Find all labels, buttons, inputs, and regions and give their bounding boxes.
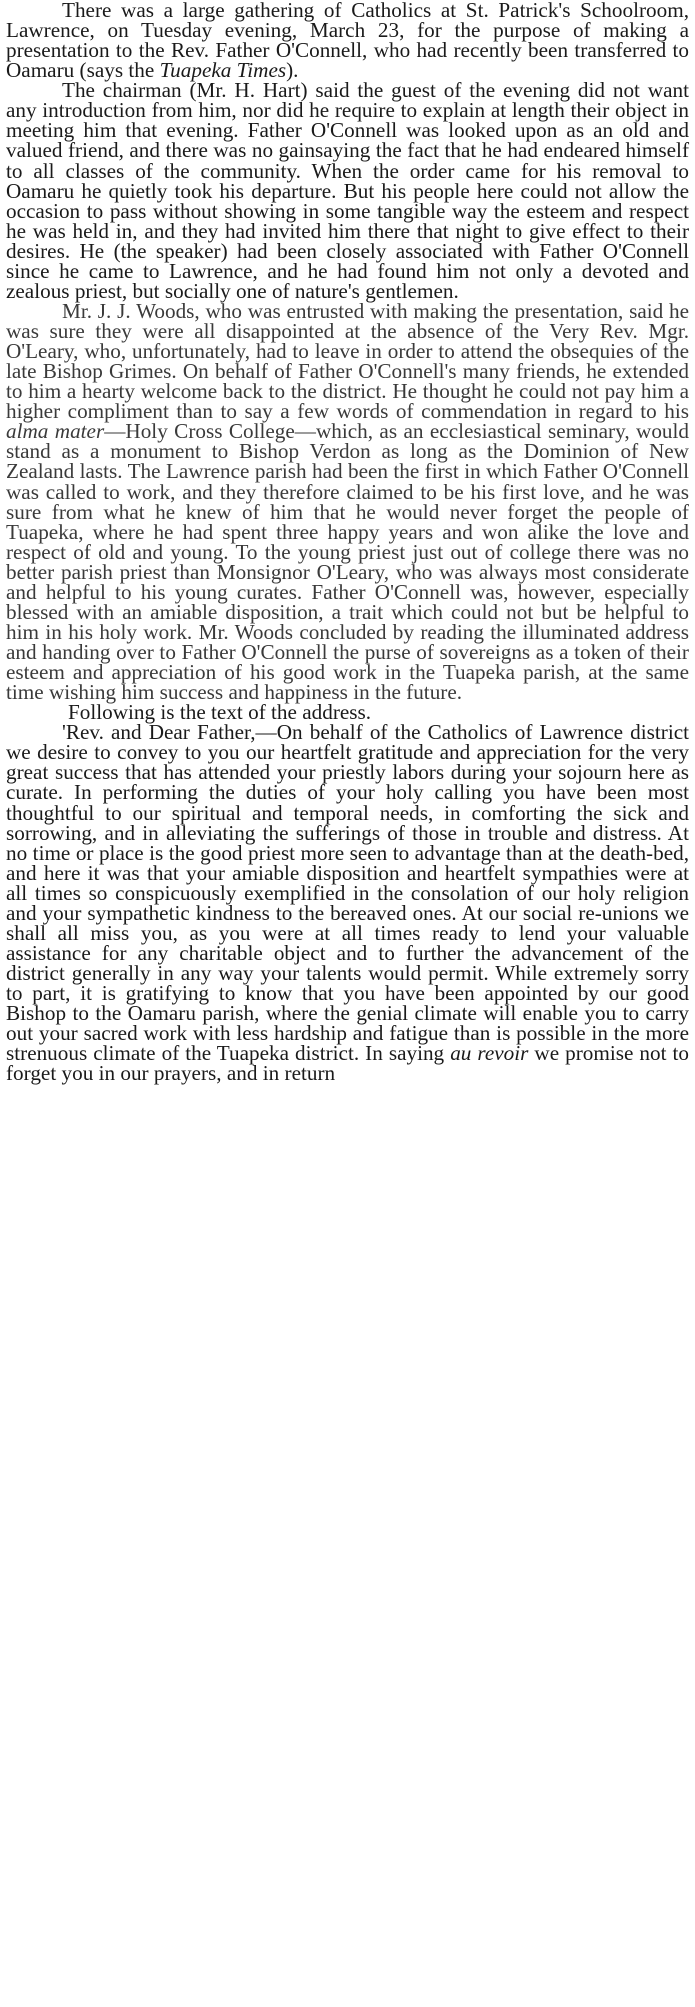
paragraph-gathering-end: ). bbox=[286, 58, 299, 83]
paragraph-woods-text: Mr. J. J. Woods, who was entrusted with making the presentation, said he was sure they were all disappointed at the absence of the Very Rev. Mgr. O'Leary, who, unfortunately, had to leave in order to attend the obsequies of the late Bishop Grimes. On behalf of Father O'Connell's many friends, he extended to him a hearty welcome back to the district. He thought he could not pay him a higher compliment than to say a few words of commendation in regard to his bbox=[6, 298, 689, 424]
paragraph-address bbox=[6, 720, 690, 1086]
newspaper-title: Tuapeka Times bbox=[159, 58, 287, 83]
paragraph-address-intro: Following is the text of the address. bbox=[68, 700, 372, 725]
paragraph-address-text-continued: we promise not to forget you in our prayers, and in return bbox=[6, 1041, 690, 1086]
alma-mater-phrase: alma mater bbox=[6, 419, 105, 444]
paragraph-woods bbox=[6, 298, 689, 705]
paragraph-woods-text-continued: —Holy Cross College—which, as an ecclesiastical seminary, would stand as a monument to Bishop Verdon as long as the Dominion of New Zealand lasts. The Lawrence parish had been the first in which Father O'Connell was called to work, and they therefore claimed to be his first love, and he was sure from what he knew of him that he would never forget the people of Tuapeka, where he had spent three happy years and won alike the love and respect of old and young. To the young priest just out of college there was no better parish priest than Monsignor O'Leary, who was always most considerate and helpful to his young curates. Father O'Connell was, however, especially blessed with an amiable disposition, a trait which could not but be helpful to him in his holy work. Mr. Woods concluded by reading the illuminated address and handing over to Father O'Connell the purse of sovereigns as a token of their esteem and appreciation of his good work in the Tuapeka parish, at the same time wishing him success and happiness in the future. bbox=[6, 419, 689, 705]
paragraph-gathering-text: There was a large gathering of Catholics at St. Patrick's Schoolroom, Lawrence, on Tuesday evening, March 23, for the purpose of making a presentation to the Rev. Father O'Connell, who had recently been transferred to Oamaru (says the bbox=[6, 0, 689, 83]
paragraph-gathering bbox=[6, 0, 689, 83]
au-revoir-phrase: au revoir bbox=[450, 1041, 529, 1066]
paragraph-address-text: 'Rev. and Dear Father,—On behalf of the Catholics of Lawrence district we desire to convey to you our heartfelt gratitude and appreciation for the very great success that has attended your priestly labors during your sojourn here as curate. In performing the duties of your holy calling you have been most thoughtful to our spiritual and temporal needs, in comforting the sick and sorrowing, and in alleviating the sufferings of those in trouble and distress. At no time or place is the good priest more seen to advantage than at the death-bed, and here it was that your amiable disposition and heartfelt sympathies were at all times so conspicuously exemplified in the consolation of our holy religion and your sympathetic kindness to the bereaved ones. At our social re-unions we shall all miss you, as you were at all times ready to lend your valuable assistance for any charitable object and to further the advancement of the district generally in any way your talents would permit. While extremely sorry to part, it is gratifying to know that you have been appointed by our good Bishop to the Oamaru parish, where the genial climate will enable you to carry out your sacred work with less hardship and fatigue than is possible in the more strenuous climate of the Tuapeka district. In saying bbox=[6, 720, 689, 1066]
paragraph-chairman: The chairman (Mr. H. Hart) said the guest of the evening did not want any introduction from him, nor did he require to explain at length their object in meeting him that evening. Father O'Connell was looked upon as an old and valued friend, and there was no gainsaying the fact that he had endeared himself to all classes of the community. When the order came for his removal to Oamaru he quietly took his departure. But his people here could not allow the occasion to pass without showing in some tangible way the esteem and respect he was held in, and they had invited him there that night to give effect to their desires. He (the speaker) had been closely associated with Father O'Connell since he came to Lawrence, and he had found him not only a devoted and zealous priest, but socially one of nature's gentlemen. bbox=[6, 78, 689, 303]
